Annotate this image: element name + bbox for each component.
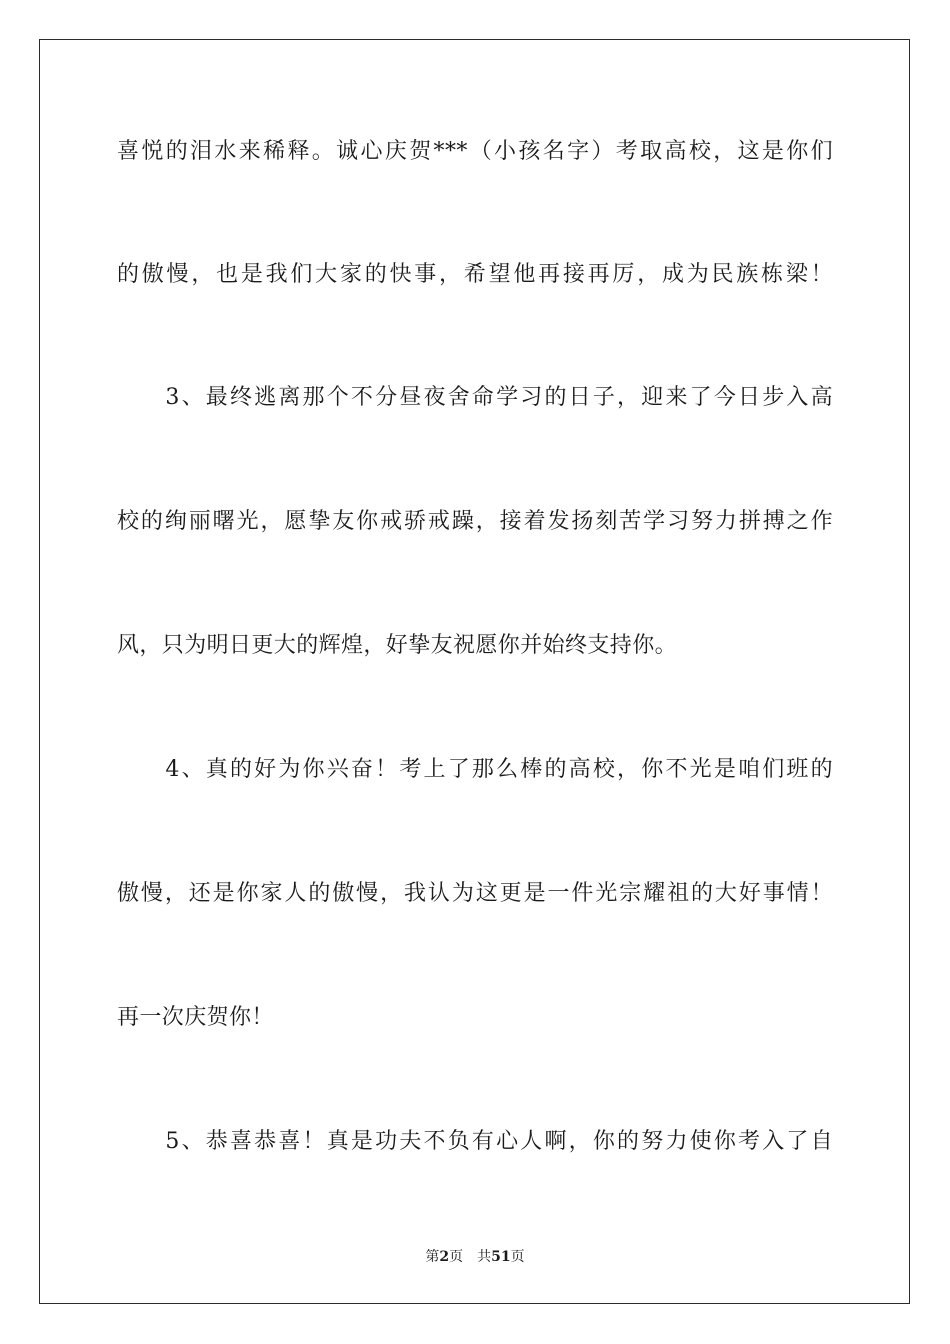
body-text-line-2: 的傲慢，也是我们大家的快事，希望他再接再厉，成为民族栋梁！ <box>117 262 833 287</box>
body-text-line-7: 傲慢，还是你家人的傲慢，我认为这更是一件光宗耀祖的大好事情！ <box>117 881 833 906</box>
body-text-line-3: 3、最终逃离那个不分昼夜舍命学习的日子，迎来了今日步入高 <box>117 385 833 410</box>
footer-page-prefix: 第 <box>425 1249 440 1265</box>
footer-page-number: 2 <box>439 1249 450 1265</box>
footer-total-pages: 51 <box>491 1249 511 1265</box>
page-footer <box>0 1248 950 1266</box>
body-text-line-8: 再一次庆贺你！ <box>117 1005 274 1030</box>
body-text-line-9: 5、恭喜恭喜！真是功夫不负有心人啊，你的努力使你考入了自 <box>117 1129 833 1154</box>
body-text-line-4: 校的绚丽曙光，愿挚友你戒骄戒躁，接着发扬刻苦学习努力拼搏之作 <box>117 509 833 534</box>
page-border <box>39 39 910 1304</box>
footer-total-suffix: 页 <box>510 1249 525 1265</box>
body-text-line-6: 4、真的好为你兴奋！考上了那么棒的高校，你不光是咱们班的 <box>117 757 833 782</box>
footer-total-prefix: 共 <box>477 1249 492 1265</box>
footer-page-suffix: 页 <box>449 1249 464 1265</box>
body-text-line-5: 风，只为明日更大的辉煌，好挚友祝愿你并始终支持你。 <box>117 633 678 658</box>
body-text-line-1: 喜悦的泪水来稀释。诚心庆贺***（小孩名字）考取高校，这是你们 <box>117 139 833 164</box>
